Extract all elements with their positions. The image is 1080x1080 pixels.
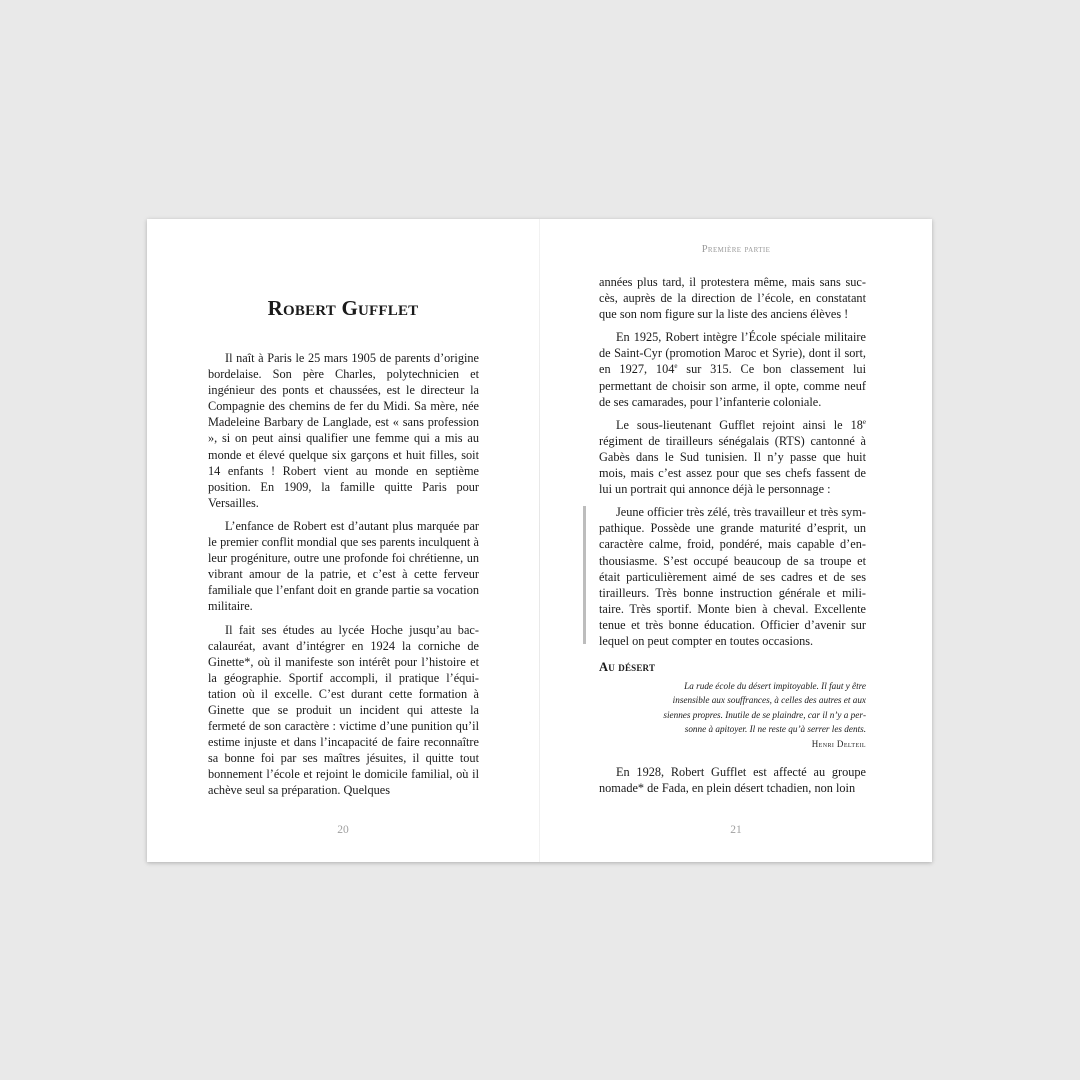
right-page (540, 219, 932, 862)
chapter-title: Robert Gufflet (267, 296, 419, 320)
running-head: Première partie (701, 244, 771, 255)
ordinal-suffix: e (862, 417, 866, 426)
block-quote (599, 504, 866, 649)
paragraph-rts (599, 417, 866, 497)
left-text-block (208, 350, 479, 806)
left-page (147, 219, 539, 862)
right-text-block (599, 274, 866, 803)
paragraph-desert: En 1928, Robert Gufflet est affecté au groupe nomade* de Fada, en plein désert tchadien, non loin (599, 765, 866, 796)
quote-bar (583, 506, 586, 644)
book-spread (147, 219, 932, 862)
section-heading: Au désert (599, 660, 656, 675)
paragraph-saint-cyr (599, 329, 866, 409)
paragraph-studies: Il fait ses études au lycée Hoche jusqu’au baccalauréat, avant d’intégrer en 1924 la corniche de Ginette*, où il manifeste son intérêt pour l’histoire et la géographie. Sportif accompli, il pratique l’équitation où il excelle. C’est durant cette formation à Ginette que se produit un incident qui atteste la fermeté de son caractère : victime d’une punition qu’il estime injuste et dans l’incapacité de faire reconnaître sa bonne foi par ses maîtres jésuites, il quitte tout bonnement l’école et rejoint le domicile familial, où il achève seul sa préparation. Quelques (208, 622, 479, 798)
page-number-left: 20 (337, 824, 349, 836)
paragraph-rts-end: régiment de tirailleurs sénégalais (RTS) cantonné à Gabès dans le Sud tunisien. Il n’y passe que huit mois, mais c’est assez pour que ses chefs fassent de lui un portrait qui annonce déjà le personnage : (599, 433, 866, 497)
ordinal-suffix: e (674, 362, 678, 371)
quote-text: Jeune officier très zélé, très travailleur et très sympathique. Possède une grande maturité d’esprit, un caractère calme, froid, pondéré, mais capable d’enthousiasme. S’est occupé beaucoup de sa troupe et était particulièrement aimé de ses cadres et de ses tirailleurs. Très bonne instruction générale et militaire. Très sportif. Monte bien à cheval. Excellente tenue et très bonne éducation. Officier d’avenir sur lequel on peut compter en toutes occasions. (599, 505, 866, 648)
paragraph-childhood: L’enfance de Robert est d’autant plus marquée par le premier conflit mondial que ses parents inculquent à leur progéniture, outre une profonde foi chrétienne, un vibrant amour de la patrie, et c’est à cette ferveur familiale que l’enfant doit en grande partie sa vocation militaire. (208, 518, 479, 614)
paragraph-saint-cyr-start: En 1925, Robert intègre l’École spéciale militaire de Saint-Cyr (promotion Maroc et Syrie), dont il sort, en 1927, 104 (599, 330, 866, 377)
paragraph-saint-cyr-end: sur 315. Ce bon classement lui permettant de choisir son arme, il opte, comme neuf de ses camarades, pour l’infanterie coloniale. (599, 362, 867, 409)
paragraph-birth: Il naît à Paris le 25 mars 1905 de parents d’origine bordelaise. Son père Charles, polytechnicien et ingénieur des ponts et chaussées, est le directeur la Compagnie des chemins de fer du Midi. Sa mère, née Madeleine Barbary de Langlade, est « sans profession », si on peut ainsi qualifier une femme qui a mis au monde et élevé quelque six garçons et huit filles, soit 14 enfants ! Robert vient au monde en septième position. En 1909, la famille quitte Paris pour Versailles. (208, 351, 479, 510)
paragraph-rts-start: Le sous-lieutenant Gufflet rejoint ainsi le 18 (616, 417, 863, 432)
paragraph-continuation: années plus tard, il protestera même, mais sans succès, auprès de la direction de l’école, en constatant que son nom figure sur la liste des anciens élèves ! (599, 275, 866, 322)
epigraph-author: Henri Delteil (811, 738, 866, 749)
epigraph: La rude école du désert impitoyable. Il faut y être insensible aux souffrances, à celles des autres et aux siennes propres. Inutile de se plaindre, car il n’y a personne à apitoyer. Il ne reste qu’à serrer les dents. (663, 681, 866, 734)
page-number-right: 21 (730, 824, 742, 836)
